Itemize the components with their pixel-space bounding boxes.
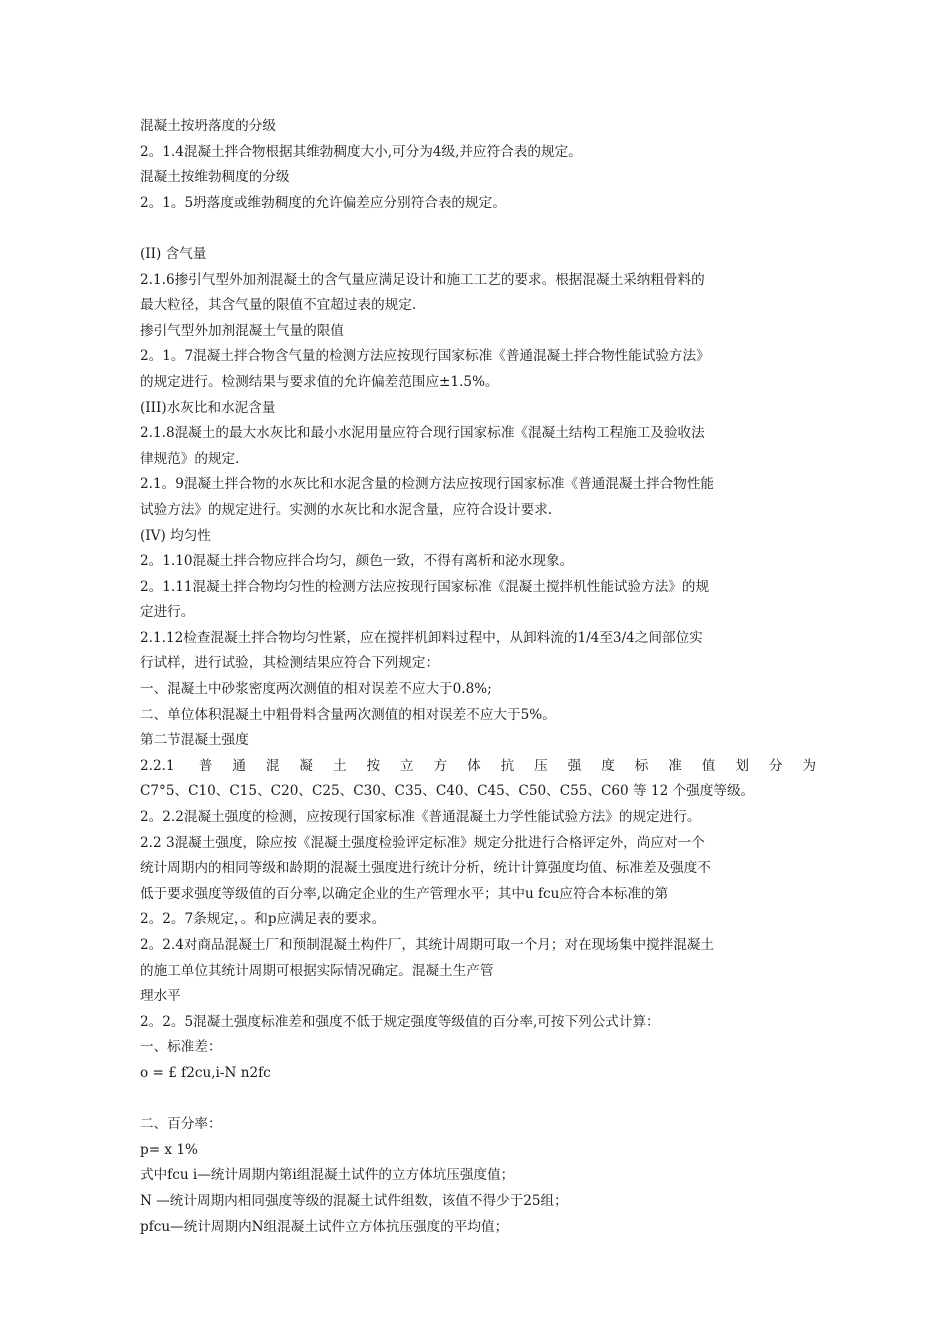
list-item-2: 二、单位体积混凝土中粗骨料含量两次测值的相对误差不应大于5%。 <box>140 706 556 723</box>
text-line-33: 2。2.4对商品混凝土厂和预制混凝土构件厂，其统计周期可取一个月；对在现场集中搅拌混凝土 <box>140 937 715 953</box>
text-line-27: C7°5、C10、C15、C20、C25、C30、C35、C40、C45、C50、C55、C60 等 12 个强度等级。 <box>140 783 755 800</box>
text-line-16: 试验方法》的规定进行。实测的水灰比和水泥含量，应符合设计要求. <box>140 501 553 518</box>
text-line-2: 2。1.4混凝土拌合物根据其维勃稠度大小,可分为4级,并应符合表的规定。 <box>140 143 582 160</box>
blank-line <box>140 1087 816 1113</box>
text-line-26: 2.2.1 普通混凝土按立方体抗压强度标准值划分为 <box>140 757 816 774</box>
text-line-28: 2。2.2混凝土强度的检测，应按现行国家标准《普通混凝土力学性能试验方法》的规定进行。 <box>140 809 701 826</box>
text-line-35: 理水平 <box>140 988 181 1005</box>
blank-line <box>140 216 816 242</box>
list-item-1: 一、混凝土中砂浆密度两次测值的相对误差不应大于0.8%; <box>140 681 492 698</box>
text-line-9: 掺引气型外加剂混凝土气量的限值 <box>140 322 344 339</box>
text-line-19: 2。1.11混凝土拌合物均匀性的检测方法应按现行国家标准《混凝土搅拌机性能试验方法》的规 <box>140 578 710 595</box>
text-line-29: 2.2 3混凝土强度，除应按《混凝土强度检验评定标准》规定分批进行合格评定外，尚应对一个 <box>140 834 705 851</box>
text-line-13: 2.1.8混凝土的最大水灰比和最小水泥用量应符合现行国家标准《混凝土结构工程施工及验收法 <box>140 425 705 442</box>
text-line-18: 2。1.10混凝土拌合物应拌合均匀，颜色一致，不得有离析和泌水现象。 <box>140 553 574 570</box>
formula-label-std-dev: 一、标准差： <box>140 1039 222 1056</box>
text-line-34: 的施工单位其统计周期可根据实际情况确定。混凝土生产管 <box>140 962 494 979</box>
text-line-7: 2.1.6掺引气型外加剂混凝土的含气量应满足设计和施工工艺的要求。根据混凝土采纳粗骨料的 <box>140 271 705 288</box>
text-line-22: 行试样，进行试验，其检测结果应符合下列规定： <box>140 655 440 672</box>
section-heading-air-content: (II) 含气量 <box>140 245 207 262</box>
formula-label-percentage: 二、百分率： <box>140 1116 222 1133</box>
section-heading-uniformity: (IV) 均匀性 <box>140 527 211 544</box>
text-line-1: 混凝土按坍落度的分级 <box>140 118 276 134</box>
text-line-4: 2。1。5坍落度或维勃稠度的允许偏差应分别符合表的规定。 <box>140 194 506 211</box>
section-heading-concrete-strength: 第二节混凝土强度 <box>140 732 249 749</box>
formula-std-dev: o = £ f2cu,i-N n2fc <box>140 1064 271 1081</box>
text-line-36: 2。2。5混凝土强度标准差和强度不低于规定强度等级值的百分率,可按下列公式计算： <box>140 1013 660 1030</box>
text-line-21: 2.1.12检查混凝土拌合物均匀性紧，应在搅拌机卸料过程中，从卸料流的1/4至3/4之间部位实 <box>140 629 703 646</box>
definition-line-3: pfcu—统计周期内N组混凝土试件立方体抗压强度的平均值； <box>140 1218 509 1235</box>
text-line-32: 2。2。7条规定，。和p应满足表的要求。 <box>140 911 386 928</box>
text-line-31: 低于要求强度等级值的百分率,以确定企业的生产管理水平；其中u fcu应符合本标准的第 <box>140 885 669 902</box>
text-line-3: 混凝土按维勃稠度的分级 <box>140 169 290 186</box>
text-line-11: 的规定进行。检测结果与要求值的允许偏差范围应±1.5%。 <box>140 373 499 390</box>
text-line-8: 最大粒径，其含气量的限值不宜超过表的规定. <box>140 297 417 314</box>
text-line-14: 律规范》的规定. <box>140 450 240 467</box>
document-body <box>140 114 816 1240</box>
definition-line-2: N —统计周期内相同强度等级的混凝土试件组数，该值不得少于25组； <box>140 1192 568 1209</box>
text-line-20: 定进行。 <box>140 604 195 621</box>
text-line-10: 2。1。7混凝土拌合物含气量的检测方法应按现行国家标准《普通混凝土拌合物性能试验方法》 <box>140 348 710 365</box>
definition-line-1: 式中fcu i—统计周期内第i组混凝土试件的立方体坑压强度值； <box>140 1167 515 1184</box>
formula-percentage: p= x 1% <box>140 1141 198 1158</box>
section-heading-water-cement: (III)水灰比和水泥含量 <box>140 399 276 416</box>
text-line-15: 2.1。9混凝土拌合物的水灰比和水泥含量的检测方法应按现行国家标准《普通混凝土拌合物性能 <box>140 476 715 493</box>
text-line-30: 统计周期内的相同等级和龄期的混凝土强度进行统计分析，统计计算强度均值、标准差及强度不 <box>140 860 711 877</box>
